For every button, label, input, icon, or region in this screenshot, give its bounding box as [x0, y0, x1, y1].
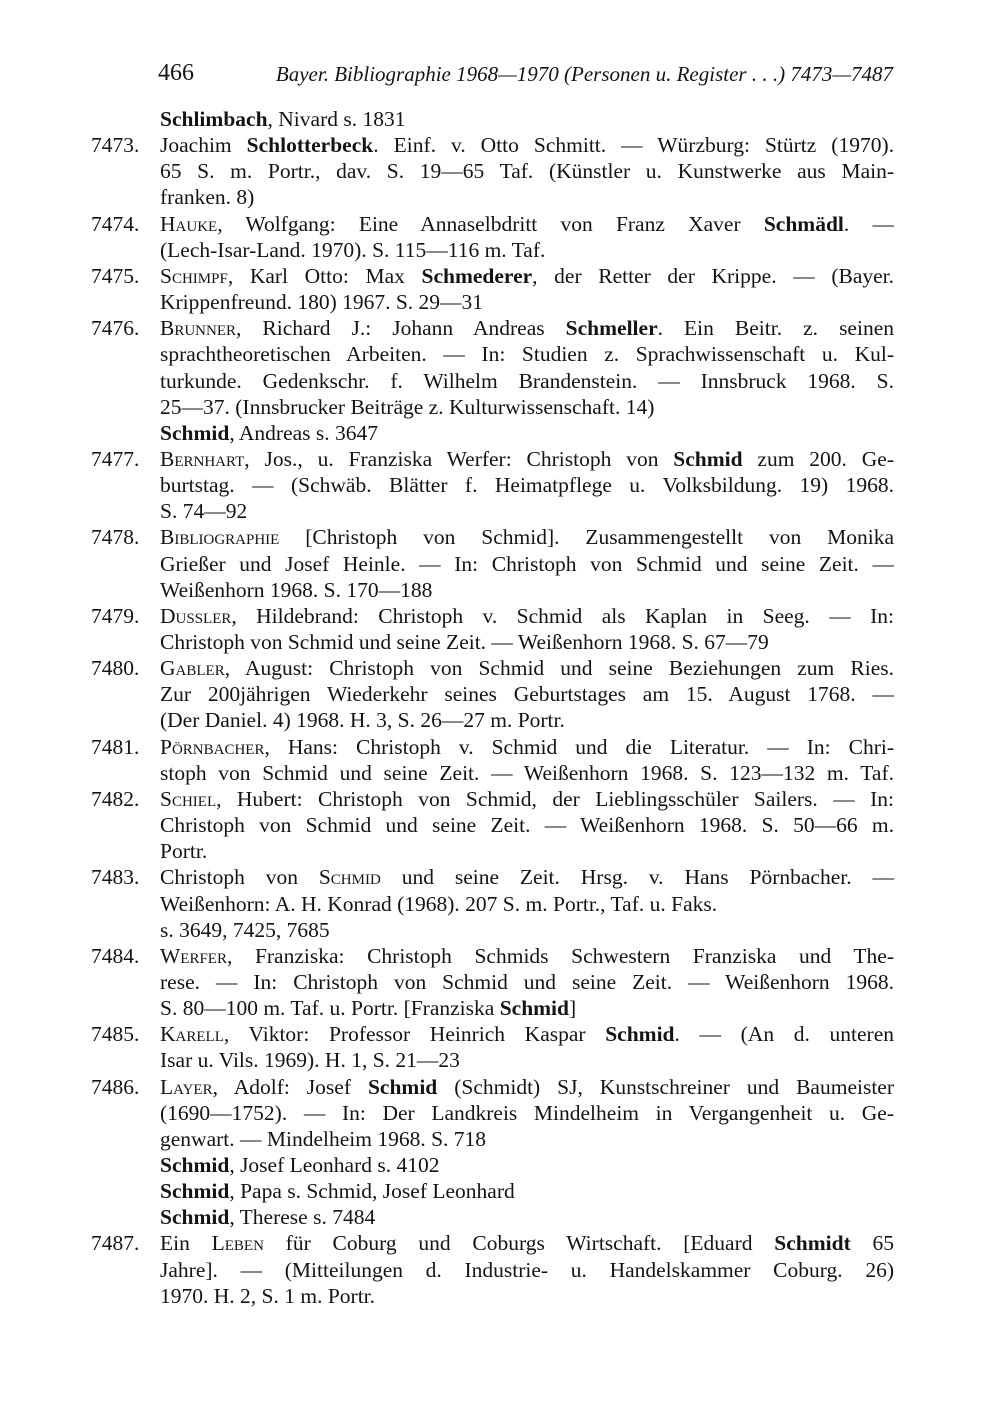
bibliography-line	[160, 655, 894, 681]
line-text: Grießer und Josef Heinle. — In: Christoph von Schmid und seine Zeit. —	[160, 551, 894, 576]
author-name: Bernhart	[160, 446, 245, 471]
bibliography-line	[160, 838, 894, 864]
author-name: Hauke	[160, 211, 218, 236]
line-text: , Karl Otto: Max	[227, 263, 422, 288]
keyword-name: Schmederer	[421, 263, 533, 288]
bibliography-line	[160, 524, 894, 550]
line-text: , Jos., u. Franziska Werfer: Christoph von	[244, 446, 674, 471]
keyword-name: Schmid	[160, 1205, 230, 1230]
line-text: , Richard J.: Johann Andreas	[236, 316, 566, 341]
entry-number: 7487.	[91, 1231, 140, 1256]
entry-number: 7479.	[91, 603, 140, 628]
entry-number: 7483.	[91, 865, 140, 890]
bibliography-line	[160, 1100, 894, 1126]
entry-number: 7475.	[91, 263, 140, 288]
bibliography-line	[160, 158, 894, 184]
entry-number: 7476.	[91, 316, 140, 341]
entry-number: 7474.	[91, 211, 140, 236]
entry-number: 7473.	[91, 133, 140, 158]
author-name: Werfer	[160, 943, 227, 968]
bibliography-line	[160, 446, 894, 472]
line-text: Christoph von Schmid und seine Zeit. — Weißenhorn 1968. S. 67—79	[160, 630, 769, 654]
bibliography-line	[160, 184, 894, 210]
bibliography-line	[160, 289, 894, 315]
line-text: genwart. — Mindelheim 1968. S. 718	[160, 1126, 487, 1151]
entry-number: 7480.	[91, 656, 140, 681]
bibliography-line	[160, 237, 894, 263]
line-text: S. 74—92	[160, 499, 248, 524]
bibliography-line	[160, 760, 894, 786]
bibliography-line	[160, 368, 894, 394]
line-text: , Andreas s. 3647	[229, 420, 379, 445]
bibliography-line	[160, 734, 894, 760]
keyword-name: Schmid	[160, 1179, 230, 1204]
bibliography-line	[160, 1126, 894, 1152]
line-text: , Adolf: Josef	[212, 1074, 368, 1099]
entry-number: 7484.	[91, 943, 140, 968]
author-name: Gabler	[160, 656, 225, 681]
line-text: sprachtheoretischen Arbeiten. — In: Studien z. Sprachwissenschaft u. Kul-	[160, 342, 894, 367]
bibliography-line	[160, 315, 894, 341]
bibliography-line	[160, 1047, 894, 1073]
bibliography-line	[160, 106, 894, 132]
line-text: (1690—1752). — In: Der Landkreis Mindelheim in Vergangenheit u. Ge-	[160, 1100, 894, 1125]
bibliography-line	[160, 1178, 894, 1204]
line-text: und seine Zeit. Hrsg. v. Hans Pörnbacher. —	[380, 865, 894, 890]
keyword-name: Schmid	[160, 1153, 230, 1177]
bibliography-line	[160, 577, 894, 603]
line-text: . — (An d. unteren	[674, 1022, 894, 1047]
bibliography-line	[160, 498, 894, 524]
line-text: 65 S. m. Portr., dav. S. 19—65 Taf. (Künstler u. Kunstwerke aus Main-	[160, 159, 894, 184]
line-text: , Hildebrand: Christoph v. Schmid als Kaplan in Seeg. — In:	[231, 603, 894, 628]
bibliography-line	[160, 917, 894, 943]
bibliography-line	[160, 603, 894, 629]
bibliography-line	[160, 1021, 894, 1047]
line-text: (Lech-Isar-Land. 1970). S. 115—116 m. Taf.	[160, 237, 546, 262]
entry-number: 7481.	[91, 734, 140, 759]
line-text: , Papa s. Schmid, Josef Leonhard	[229, 1179, 515, 1204]
keyword-name: Schmid	[605, 1022, 675, 1047]
line-text: . Einf. v. Otto Schmitt. — Würzburg: Stürtz (1970).	[373, 133, 894, 158]
page-header	[158, 60, 893, 92]
bibliography-line	[160, 995, 894, 1021]
line-text: (Der Daniel. 4) 1968. H. 3, S. 26—27 m. Portr.	[160, 708, 565, 733]
bibliography-line	[160, 341, 894, 367]
line-text: Weißenhorn: A. H. Konrad (1968). 207 S. m. Portr., Taf. u. Faks.	[160, 891, 718, 916]
line-text: . Ein Beitr. z. seinen	[657, 316, 894, 341]
line-text: , Josef Leonhard s. 4102	[229, 1153, 440, 1177]
line-text: zum 200. Ge-	[742, 446, 894, 471]
entry-number: 7477.	[91, 446, 140, 471]
author-name: Layer	[160, 1074, 213, 1099]
line-text: , Hubert: Christoph von Schmid, der Lieblingsschüler Sailers. — In:	[216, 786, 894, 811]
keyword-name: Schmidt	[774, 1231, 851, 1256]
line-text: , Viktor: Professor Heinrich Kaspar	[223, 1022, 606, 1047]
bibliography-line	[160, 551, 894, 577]
line-text: Weißenhorn 1968. S. 170—188	[160, 577, 433, 602]
line-text: 65	[850, 1231, 895, 1256]
line-text: (Schmidt) SJ, Kunstschreiner und Baumeister	[437, 1074, 895, 1099]
keyword-name: Schmid	[673, 446, 743, 471]
line-text: , der Retter der Krippe. — (Bayer.	[532, 263, 895, 288]
line-text: turkunde. Gedenkschr. f. Wilhelm Brandenstein. — Innsbruck 1968. S.	[160, 368, 894, 393]
line-text: Krippenfreund. 180) 1967. S. 29—31	[160, 290, 484, 315]
bibliography-line	[160, 263, 894, 289]
author-name: Karell	[160, 1022, 224, 1047]
author-name: Bibliographie	[160, 525, 280, 550]
line-text: 1970. H. 2, S. 1 m. Portr.	[160, 1283, 376, 1308]
entry-number: 7486.	[91, 1074, 140, 1099]
line-text: [Christoph von Schmid]. Zusammengestellt von Monika	[279, 525, 894, 550]
line-text: stoph von Schmid und seine Zeit. — Weißenhorn 1968. S. 123—132 m. Taf.	[160, 760, 894, 785]
keyword-name: Schmid	[160, 420, 230, 445]
bibliography-line	[160, 1257, 894, 1283]
keyword-name: Schlimbach	[160, 107, 268, 131]
line-text: Isar u. Vils. 1969). H. 1, S. 21—23	[160, 1048, 460, 1073]
bibliography-line	[160, 969, 894, 995]
line-text: Jahre]. — (Mitteilungen d. Industrie- u. Handelskammer Coburg. 26)	[160, 1257, 894, 1282]
bibliography-line	[160, 1074, 894, 1100]
line-text: Christoph von	[160, 865, 319, 890]
line-text: , Wolfgang: Eine Annaselbdritt von Franz Xaver	[217, 211, 764, 236]
bibliography-line	[160, 891, 894, 917]
line-text: , Therese s. 7484	[229, 1205, 376, 1230]
author-name: Schmid	[318, 865, 381, 890]
bibliography-line	[160, 132, 894, 158]
line-text: rese. — In: Christoph von Schmid und seine Zeit. — Weißenhorn 1968.	[160, 969, 894, 994]
bibliography-line	[160, 420, 894, 446]
line-text: , Hans: Christoph v. Schmid und die Literatur. — In: Chri-	[264, 734, 894, 759]
entry-number: 7478.	[91, 525, 140, 550]
line-text: Portr.	[160, 839, 208, 864]
line-text: . —	[843, 211, 894, 236]
bibliography-line	[160, 707, 894, 733]
bibliography-line	[160, 786, 894, 812]
author-name: Dussler	[160, 603, 232, 628]
bibliography-line	[160, 1230, 894, 1256]
line-text: Ein	[160, 1231, 212, 1256]
bibliography-line	[160, 394, 894, 420]
line-text: , Franziska: Christoph Schmids Schwestern Franziska und The-	[226, 943, 894, 968]
line-text: Christoph von Schmid und seine Zeit. — Weißenhorn 1968. S. 50—66 m.	[160, 813, 894, 838]
bibliography-line	[160, 472, 894, 498]
author-name: Schiel	[160, 786, 217, 811]
bibliography-line	[160, 211, 894, 237]
author-name: Brunner	[160, 316, 237, 341]
entry-number: 7482.	[91, 786, 140, 811]
author-name: Leben	[211, 1231, 264, 1256]
line-text: s. 3649, 7425, 7685	[160, 917, 330, 942]
line-text: für Coburg und Coburgs Wirtschaft. [Eduard	[263, 1231, 775, 1256]
bibliography-line	[160, 1152, 894, 1178]
running-title: Bayer. Bibliographie 1968—1970 (Personen u. Register . . .) 7473—7487	[275, 62, 893, 86]
line-text: burtstag. — (Schwäb. Blätter f. Heimatpflege u. Volksbildung. 19) 1968.	[160, 473, 894, 498]
line-text: franken. 8)	[160, 185, 255, 210]
line-text: , August: Christoph von Schmid und seine Beziehungen zum Ries.	[224, 656, 894, 681]
bibliography-line	[160, 681, 894, 707]
bibliography-line	[160, 1283, 894, 1309]
bibliography-line	[160, 864, 894, 890]
line-text: 25—37. (Innsbrucker Beiträge z. Kulturwissenschaft. 14)	[160, 394, 655, 419]
keyword-name: Schmid	[499, 996, 569, 1021]
keyword-name: Schmid	[367, 1074, 438, 1099]
bibliography-line	[160, 943, 894, 969]
line-text: ]	[569, 996, 577, 1021]
author-name: Schimpf	[160, 263, 228, 288]
line-text: Zur 200jährigen Wiederkehr seines Geburtstages am 15. August 1768. —	[160, 682, 894, 707]
author-name: Pörnbacher	[160, 734, 265, 759]
line-text: , Nivard s. 1831	[267, 107, 406, 131]
keyword-name: Schmeller	[565, 316, 658, 341]
keyword-name: Schmädl	[763, 211, 844, 236]
bibliography-line	[160, 1204, 894, 1230]
page-number: 466	[158, 60, 194, 86]
bibliography-line	[160, 812, 894, 838]
line-text: Joachim	[160, 133, 247, 158]
bibliography-line	[160, 629, 894, 655]
line-text: S. 80—100 m. Taf. u. Portr. [Franziska	[160, 996, 500, 1021]
keyword-name: Schlotterbeck	[246, 133, 374, 158]
entry-number: 7485.	[91, 1022, 140, 1047]
